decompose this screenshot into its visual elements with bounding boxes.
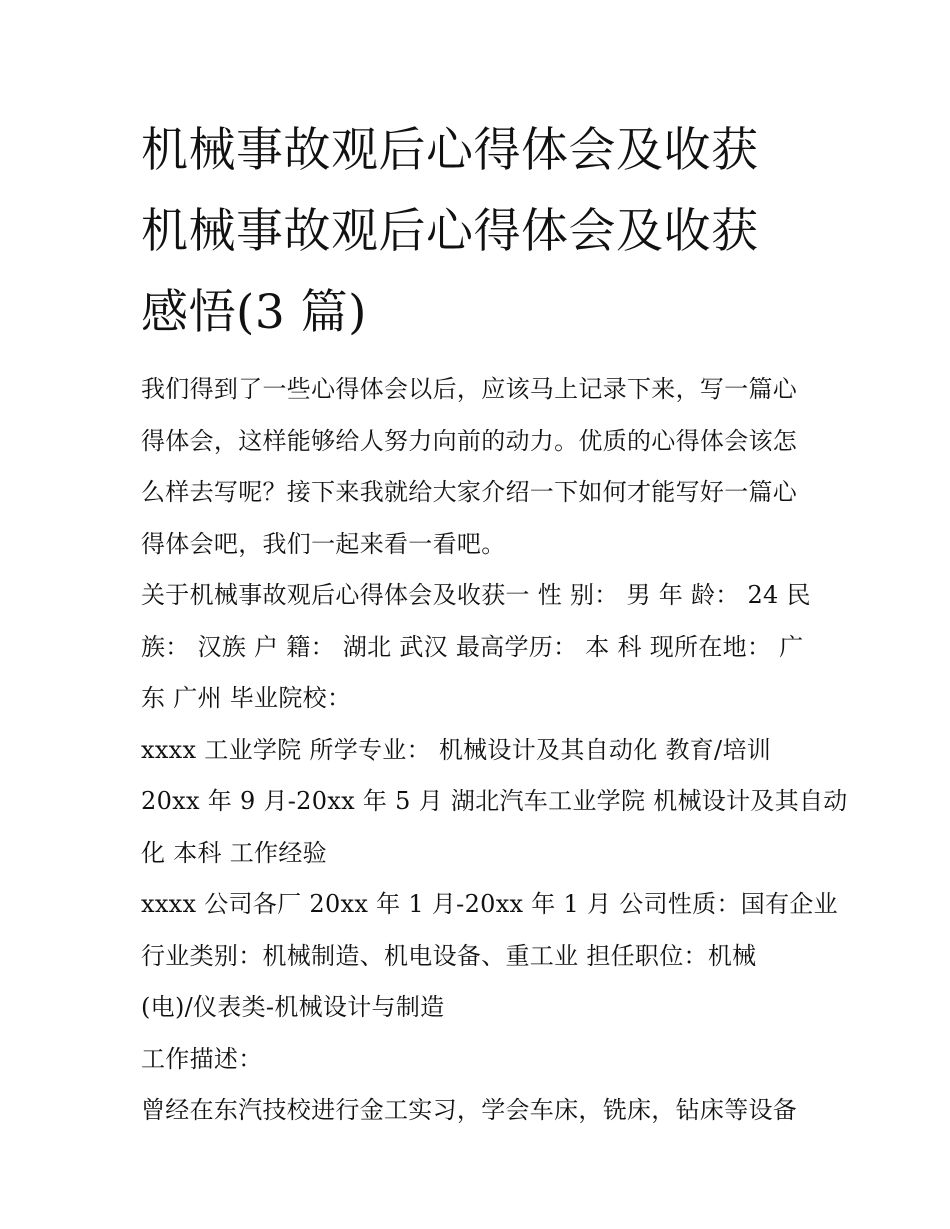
body-line-8: xxxx 工业学院 所学专业： 机械设计及其自动化 教育/培训 <box>141 735 772 764</box>
body-line-1: 我们得到了一些心得体会以后，应该马上记录下来，写一篇心 <box>141 375 798 403</box>
title-line-1: 机械事故观后心得体会及收获 <box>141 123 759 178</box>
document-body <box>141 364 848 1137</box>
title-line-2: 机械事故观后心得体会及收获 <box>141 204 759 259</box>
document-page <box>141 110 848 1137</box>
body-line-12: 行业类别：机械制造、机电设备、重工业 担任职位：机械 <box>141 941 757 970</box>
title-line-3: 感悟(3 篇) <box>141 285 368 340</box>
body-line-10: 化 本科 工作经验 <box>141 838 327 867</box>
body-line-11: xxxx 公司各厂 20xx 年 1 月-20xx 年 1 月 公司性质：国有企业 <box>141 890 838 918</box>
document-title <box>141 110 821 353</box>
body-line-2: 得体会，这样能够给人努力向前的动力。优质的心得体会该怎 <box>141 426 798 455</box>
body-line-7: 东 广州 毕业院校： <box>141 684 352 712</box>
body-line-5: 关于机械事故观后心得体会及收获一 性 别： 男 年 龄： 24 民 <box>141 581 811 609</box>
body-line-13: (电)/仪表类-机械设计与制造 <box>141 993 445 1021</box>
body-line-4: 得体会吧，我们一起来看一看吧。 <box>141 529 506 558</box>
body-line-6: 族： 汉族 户 籍： 湖北 武汉 最高学历： 本 科 现所在地： 广 <box>141 632 804 661</box>
body-line-9: 20xx 年 9 月-20xx 年 5 月 湖北汽车工业学院 机械设计及其自动 <box>141 787 848 815</box>
body-line-15: 曾经在东汽技校进行金工实习，学会车床，铣床，钻床等设备 <box>141 1096 798 1124</box>
body-line-3: 么样去写呢？接下来我就给大家介绍一下如何才能写好一篇心 <box>141 478 798 506</box>
body-line-14: 工作描述： <box>141 1044 263 1073</box>
